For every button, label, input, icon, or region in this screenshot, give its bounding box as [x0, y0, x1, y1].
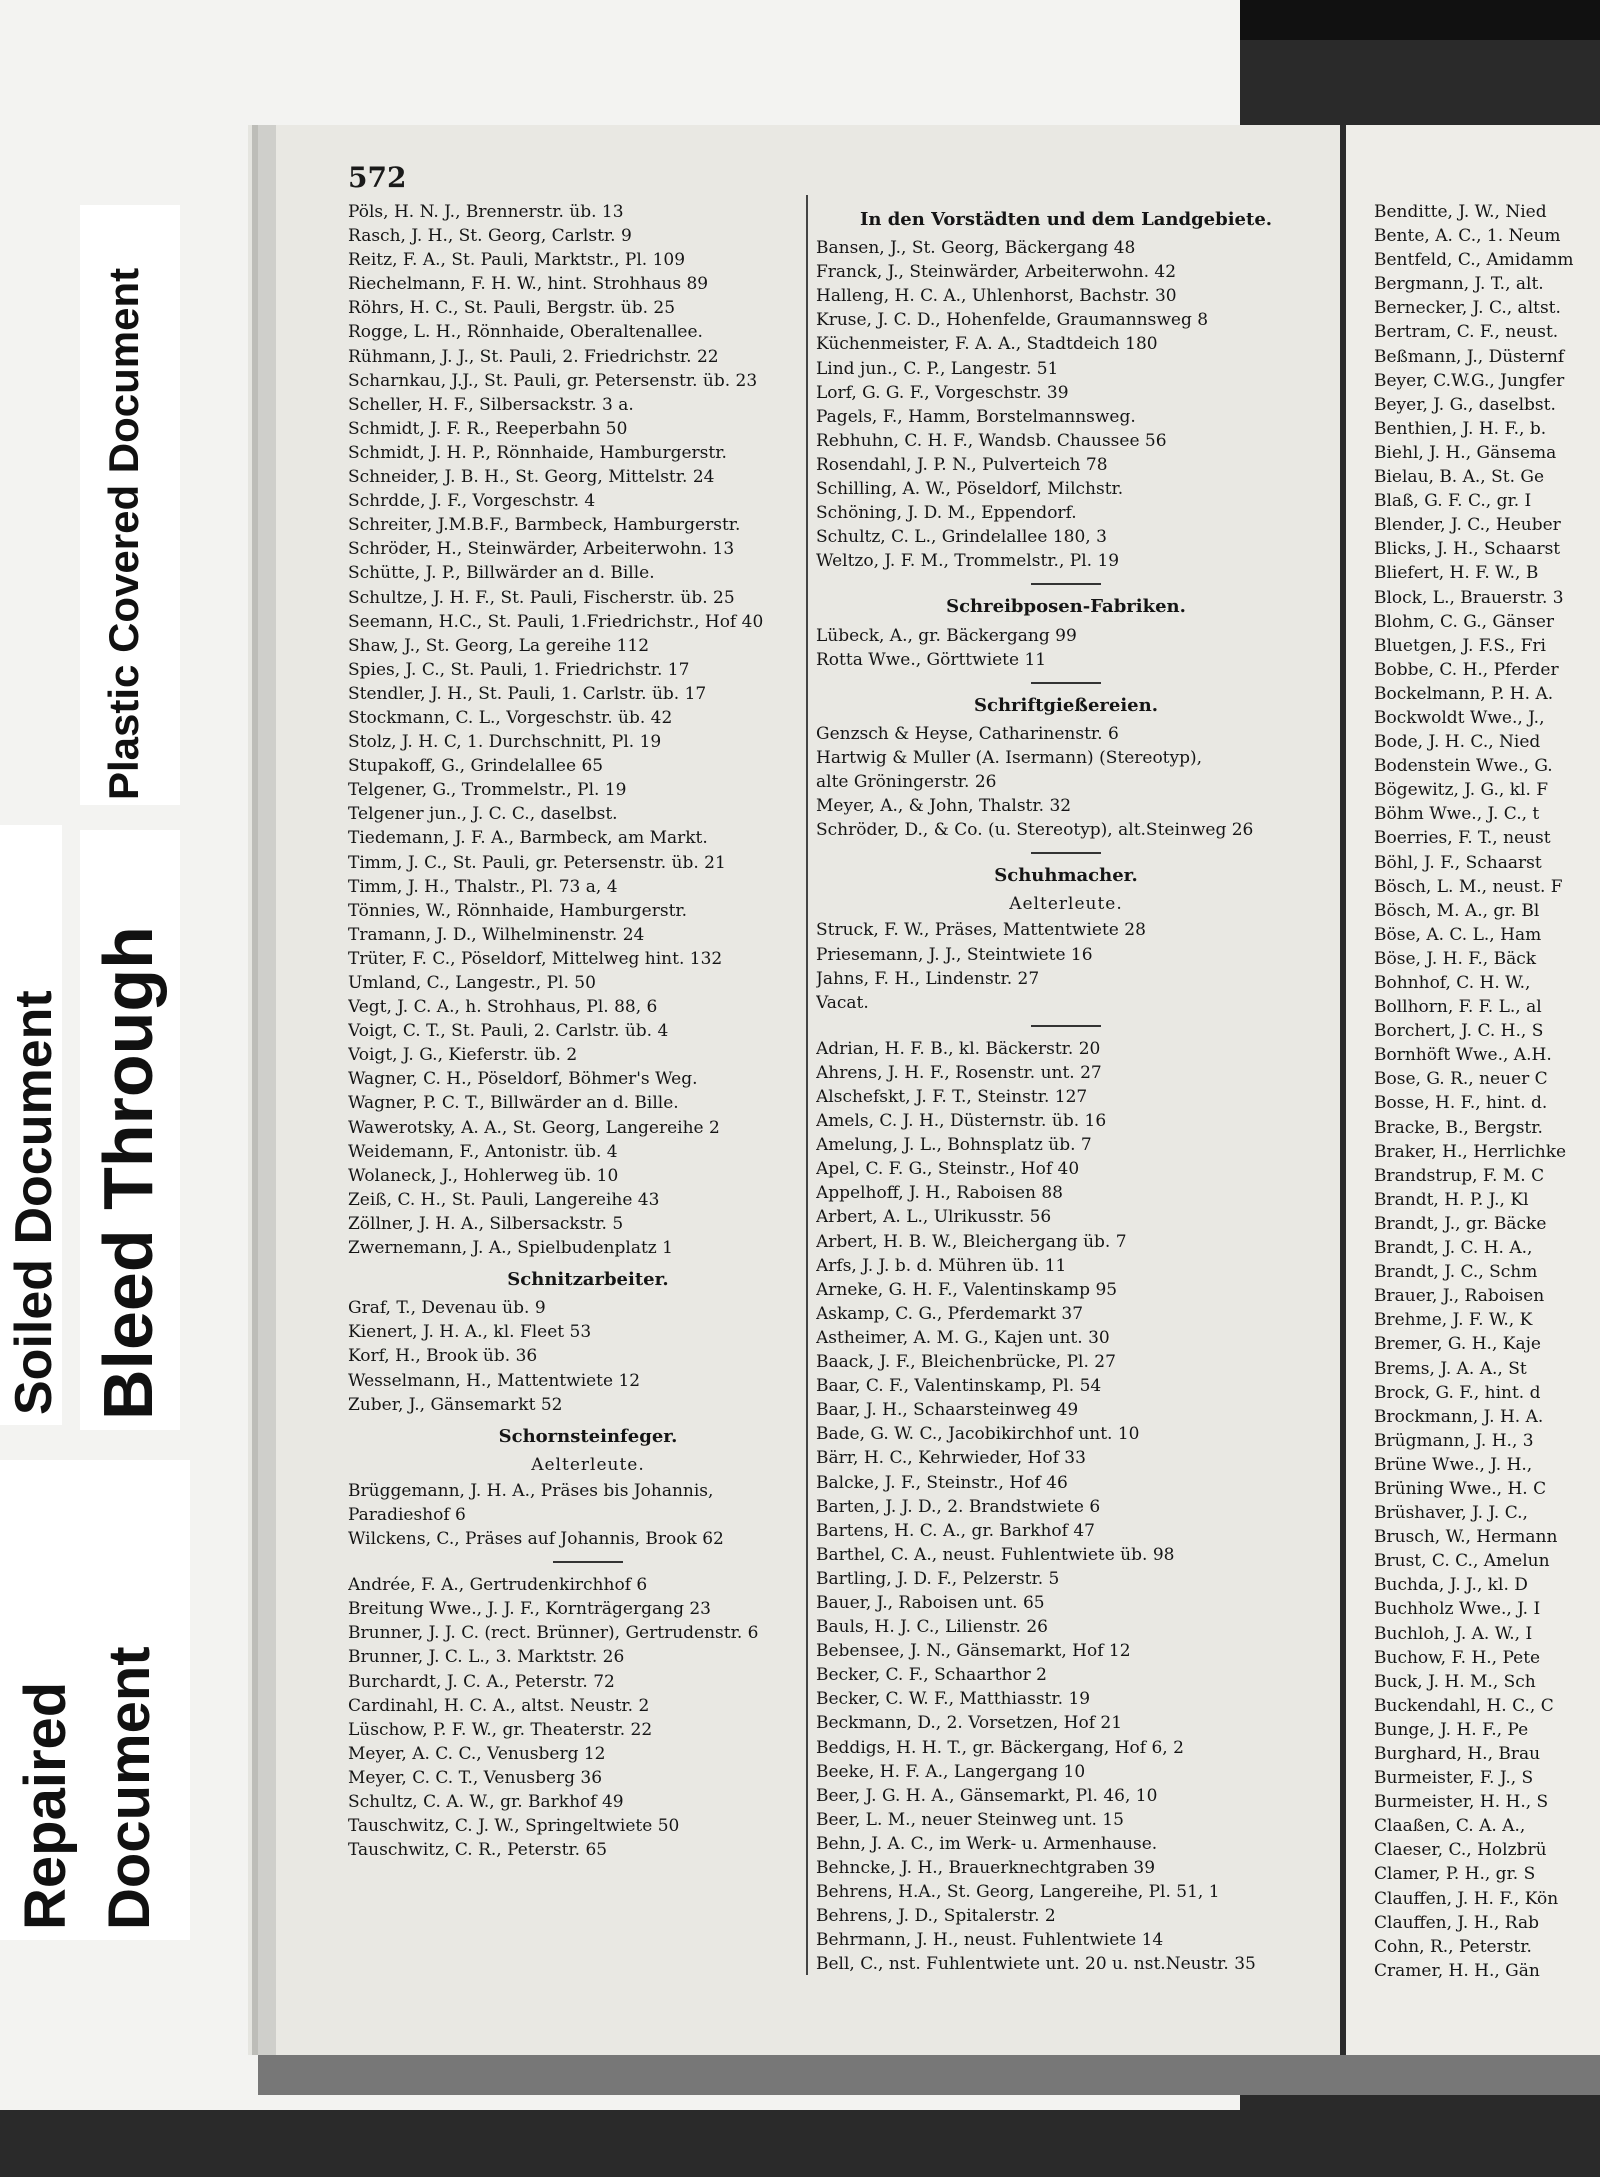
directory-entry: Brandt, H. P. J., Kl	[1374, 1189, 1529, 1210]
directory-entry: Tauschwitz, C. R., Peterstr. 65	[348, 1840, 608, 1861]
directory-entry: Zwernemann, J. A., Spielbudenplatz 1	[348, 1238, 673, 1259]
directory-entry: Schröder, D., & Co. (u. Stereotyp), alt.Steinweg 26	[816, 820, 1254, 841]
directory-entry: Burghard, H., Brau	[1374, 1744, 1541, 1764]
directory-entry: Bliefert, H. F. W., B	[1374, 563, 1539, 584]
directory-entry: Bracke, B., Bergstr.	[1374, 1117, 1543, 1138]
directory-entry: Burmeister, F. J., S	[1374, 1768, 1534, 1789]
directory-entry: Schrdde, J. F., Vorgeschstr. 4	[348, 491, 596, 512]
directory-entry: Schmidt, J. H. P., Rönnhaide, Hamburgerstr.	[348, 442, 727, 463]
directory-entry: Beeke, H. F. A., Langergang 10	[816, 1761, 1086, 1782]
directory-entry: Baack, J. F., Bleichenbrücke, Pl. 27	[816, 1352, 1116, 1373]
directory-entry: Meyer, C. C. T., Venusberg 36	[348, 1767, 603, 1788]
directory-entry: Schneider, J. B. H., St. Georg, Mittelstr. 24	[348, 467, 715, 488]
directory-page	[258, 125, 1358, 2055]
directory-entry: Weltzo, J. F. M., Trommelstr., Pl. 19	[816, 551, 1120, 572]
scan-bottom-edge	[258, 2055, 1600, 2095]
directory-entry: Bärr, H. C., Kehrwieder, Hof 33	[816, 1448, 1086, 1469]
directory-entry: Brüne Wwe., J. H.,	[1374, 1454, 1533, 1475]
directory-entry: Borchert, J. C. H., S	[1374, 1021, 1544, 1042]
label-bleed-through	[80, 830, 180, 1430]
section-rule	[1031, 583, 1101, 585]
directory-entry: Lüschow, P. F. W., gr. Theaterstr. 22	[348, 1719, 653, 1740]
directory-entry: Bohnhof, C. H. W.,	[1374, 973, 1531, 993]
directory-entry: Buchloh, J. A. W., I	[1374, 1623, 1533, 1644]
directory-entry: Schultze, J. H. F., St. Pauli, Fischerstr. üb. 25	[348, 587, 735, 608]
directory-entry: Rebhuhn, C. H. F., Wandsb. Chaussee 56	[816, 430, 1167, 451]
directory-entry: Scheller, H. F., Silbersackstr. 3 a.	[348, 394, 634, 415]
directory-entry: Amels, C. J. H., Düsternstr. üb. 16	[816, 1111, 1107, 1132]
directory-entry: Priesemann, J. J., Steintwiete 16	[816, 944, 1093, 965]
section-heading: In den Vorstädten und dem Landgebiete.	[859, 209, 1273, 230]
directory-entry: Baar, J. H., Schaarsteinweg 49	[816, 1400, 1079, 1421]
directory-entry: Böse, A. C. L., Ham	[1374, 924, 1542, 945]
directory-entry: Bauls, H. J. C., Lilienstr. 26	[816, 1617, 1048, 1638]
section-subheading: Aelterleute.	[1009, 894, 1123, 915]
label-plastic-covered	[80, 205, 180, 805]
label-soiled-document	[0, 825, 62, 1425]
directory-entry: Shaw, J., St. Georg, La gereihe 112	[348, 635, 650, 656]
directory-entry: Behn, J. A. C., im Werk- u. Armenhause.	[816, 1833, 1158, 1854]
directory-entry: Lübeck, A., gr. Bäckergang 99	[816, 625, 1077, 646]
section-subheading: Aelterleute.	[531, 1454, 645, 1475]
directory-entry: Brehme, J. F. W., K	[1374, 1310, 1533, 1331]
label-repaired-text: Repaired Document	[13, 1646, 162, 1930]
directory-entry: Bollhorn, F. F. L., al	[1374, 997, 1542, 1018]
directory-entry: Bente, A. C., 1. Neum	[1374, 226, 1561, 247]
directory-entry: Bielau, B. A., St. Ge	[1374, 467, 1545, 488]
directory-entry: Beer, L. M., neuer Steinweg unt. 15	[816, 1809, 1124, 1830]
directory-entry: Zöllner, J. H. A., Silbersackstr. 5	[348, 1213, 624, 1234]
directory-entry: Arbert, A. L., Ulrikusstr. 56	[816, 1207, 1052, 1228]
directory-entry: Telgener jun., J. C. C., daselbst.	[348, 804, 618, 825]
directory-entry: Arbert, H. B. W., Bleichergang üb. 7	[816, 1231, 1127, 1252]
directory-entry: Rotta Wwe., Görttwiete 11	[816, 649, 1047, 670]
directory-entry: Timm, J. C., St. Pauli, gr. Petersenstr. üb. 21	[348, 852, 726, 873]
directory-entry: Andrée, F. A., Gertrudenkirchhof 6	[348, 1575, 648, 1596]
directory-entry: Alschefskt, J. F. T., Steinstr. 127	[816, 1087, 1088, 1107]
directory-entry: Bauer, J., Raboisen unt. 65	[816, 1592, 1045, 1613]
directory-entry: Behrmann, J. H., neust. Fuhlentwiete 14	[816, 1930, 1164, 1951]
directory-entry: Trüter, F. C., Pöseldorf, Mittelweg hint. 132	[348, 948, 723, 969]
directory-entry: Zuber, J., Gänsemarkt 52	[348, 1394, 563, 1415]
directory-entry: Cramer, H. H., Gän	[1374, 1960, 1540, 1981]
directory-entry: Claeser, C., Holzbrü	[1374, 1840, 1547, 1861]
directory-entry: Brauer, J., Raboisen	[1374, 1286, 1545, 1307]
directory-entry: Brüggemann, J. H. A., Präses bis Johannis,	[348, 1480, 714, 1501]
directory-entry: Benditte, J. W., Nied	[1374, 202, 1547, 222]
directory-entry: Behrens, H.A., St. Georg, Langereihe, Pl. 51, 1	[816, 1882, 1220, 1903]
directory-entry: Brockmann, J. H. A.	[1374, 1406, 1544, 1427]
section-rule	[1031, 1025, 1101, 1027]
directory-entry: Stockmann, C. L., Vorgeschstr. üb. 42	[348, 707, 673, 728]
directory-entry: Böse, J. H. F., Bäck	[1374, 948, 1537, 969]
section-heading: Schriftgießereien.	[973, 694, 1158, 716]
directory-entry: Astheimer, A. M. G., Kajen unt. 30	[816, 1327, 1110, 1348]
directory-entry: Röhrs, H. C., St. Pauli, Bergstr. üb. 25	[348, 298, 676, 319]
directory-entry: Barten, J. J. D., 2. Brandstwiete 6	[816, 1496, 1101, 1517]
directory-entry: Kruse, J. C. D., Hohenfelde, Graumannsweg 8	[816, 310, 1209, 331]
directory-entry: Brems, J. A. A., St	[1374, 1358, 1527, 1379]
section-rule	[1031, 682, 1101, 684]
directory-entry: Brunner, J. C. L., 3. Marktstr. 26	[348, 1647, 625, 1668]
directory-entry: Beddigs, H. H. T., gr. Bäckergang, Hof 6, 2	[816, 1737, 1184, 1758]
directory-entry: Claaßen, C. A. A.,	[1374, 1816, 1526, 1837]
directory-entry: Pagels, F., Hamm, Borstelmannsweg.	[816, 406, 1136, 427]
directory-entry: Appelhoff, J. H., Raboisen 88	[816, 1183, 1063, 1204]
directory-entry: Bornhöft Wwe., A.H.	[1374, 1045, 1552, 1066]
label-bleed-text: Bleed Through	[89, 926, 167, 1420]
directory-entry: Beyer, C.W.G., Jungfer	[1374, 370, 1565, 391]
directory-entry: Ahrens, J. H. F., Rosenstr. unt. 27	[816, 1062, 1102, 1083]
directory-entry: Stendler, J. H., St. Pauli, 1. Carlstr. üb. 17	[348, 683, 707, 704]
directory-entry: Balcke, J. F., Steinstr., Hof 46	[816, 1472, 1068, 1493]
directory-entry: Bockwoldt Wwe., J.,	[1374, 707, 1545, 728]
directory-entry: Schöning, J. D. M., Eppendorf.	[816, 503, 1077, 524]
directory-entry: Blender, J. C., Heuber	[1374, 515, 1561, 536]
directory-entry: Blicks, J. H., Schaarst	[1374, 539, 1561, 560]
directory-entry: Tramann, J. D., Wilhelminenstr. 24	[348, 924, 645, 945]
directory-entry: Apel, C. F. G., Steinstr., Hof 40	[816, 1159, 1080, 1180]
directory-entry: Meyer, A. C. C., Venusberg 12	[348, 1743, 606, 1764]
directory-entry: Bentfeld, C., Amidamm	[1374, 250, 1574, 271]
directory-entry: Blohm, C. G., Gänser	[1374, 611, 1555, 632]
label-soiled-text: Soiled Document	[5, 990, 63, 1415]
section-rule	[1031, 852, 1101, 854]
directory-entry: Clamer, P. H., gr. S	[1374, 1864, 1536, 1885]
directory-entry: Bluetgen, J. F.S., Fri	[1374, 635, 1546, 656]
directory-entry: Weidemann, F., Antonistr. üb. 4	[348, 1141, 618, 1162]
directory-entry: Bernecker, J. C., altst.	[1374, 298, 1561, 319]
directory-entry: Buckendahl, H. C., C	[1374, 1695, 1554, 1716]
directory-entry: Telgener, G., Trommelstr., Pl. 19	[348, 780, 627, 801]
directory-entry: Wagner, P. C. T., Billwärder an d. Bille.	[348, 1093, 679, 1114]
directory-entry: Rosendahl, J. P. N., Pulverteich 78	[816, 454, 1108, 475]
next-page	[1340, 125, 1600, 2055]
directory-entry: Amelung, J. L., Bohnsplatz üb. 7	[816, 1135, 1092, 1156]
directory-entry: Becker, C. W. F., Matthiasstr. 19	[816, 1689, 1091, 1710]
directory-entry: Behncke, J. H., Brauerknechtgraben 39	[816, 1858, 1156, 1878]
directory-entry: Wolaneck, J., Hohlerweg üb. 10	[348, 1165, 619, 1186]
section-heading: Schuhmacher.	[994, 865, 1138, 887]
directory-entry: Wesselmann, H., Mattentwiete 12	[348, 1370, 641, 1391]
directory-entry: Reitz, F. A., St. Pauli, Marktstr., Pl. 109	[348, 250, 686, 271]
directory-entry: Bunge, J. H. F., Pe	[1374, 1719, 1529, 1740]
directory-entry: Brust, C. C., Amelun	[1374, 1551, 1550, 1572]
directory-entry: Buck, J. H. M., Sch	[1374, 1671, 1536, 1692]
directory-entry: Voigt, C. T., St. Pauli, 2. Carlstr. üb. 4	[348, 1021, 669, 1042]
page-number: 572	[348, 161, 407, 194]
directory-entry: Bartling, J. D. F., Pelzerstr. 5	[816, 1568, 1060, 1589]
directory-entry: Jahns, F. H., Lindenstr. 27	[816, 968, 1040, 989]
label-repaired-document	[0, 1460, 190, 1940]
directory-entry: Boerries, F. T., neust	[1374, 828, 1551, 849]
directory-entry: Timm, J. H., Thalstr., Pl. 73 a, 4	[348, 876, 618, 897]
directory-entry: Rogge, L. H., Rönnhaide, Oberaltenallee.	[348, 322, 703, 343]
directory-entry: Beer, J. G. H. A., Gänsemarkt, Pl. 46, 10	[816, 1785, 1158, 1806]
next-page-column	[1374, 200, 1600, 1983]
section-heading: Schnitzarbeiter.	[507, 1269, 669, 1291]
directory-entry: Rasch, J. H., St. Georg, Carlstr. 9	[348, 226, 632, 247]
directory-entry: Brandstrup, F. M. C	[1374, 1165, 1545, 1186]
directory-entry: Beckmann, D., 2. Vorsetzen, Hof 21	[816, 1713, 1123, 1734]
directory-entry: Burmeister, H. H., S	[1374, 1792, 1549, 1813]
section-rule	[553, 1561, 623, 1563]
directory-entry: Brandt, J. C., Schm	[1374, 1262, 1538, 1283]
directory-entry: Benthien, J. H. F., b.	[1374, 418, 1547, 439]
directory-entry: Schmidt, J. F. R., Reeperbahn 50	[348, 418, 628, 439]
directory-entry: Vegt, J. C. A., h. Strohhaus, Pl. 88, 6	[348, 997, 658, 1018]
directory-entry: Bösch, L. M., neust. F	[1374, 876, 1563, 897]
directory-entry: Adrian, H. F. B., kl. Bäckerstr. 20	[816, 1038, 1101, 1059]
directory-entry: Bodenstein Wwe., G.	[1374, 756, 1553, 777]
directory-entry: Buchda, J. J., kl. D	[1374, 1575, 1528, 1596]
directory-entry: Bösch, M. A., gr. Bl	[1374, 900, 1540, 921]
directory-entry: Baar, C. F., Valentinskamp, Pl. 54	[816, 1376, 1102, 1397]
directory-entry: Meyer, A., & John, Thalstr. 32	[816, 796, 1072, 817]
directory-entry: Block, L., Brauerstr. 3	[1374, 587, 1564, 608]
directory-entry: Behrens, J. D., Spitalerstr. 2	[816, 1906, 1056, 1927]
directory-entry: Blaß, G. F. C., gr. I	[1374, 491, 1532, 512]
directory-entry: Askamp, C. G., Pferdemarkt 37	[816, 1303, 1084, 1324]
directory-entry: Brandt, J. C. H. A.,	[1374, 1238, 1533, 1259]
directory-entry: Wagner, C. H., Pöseldorf, Böhmer's Weg.	[348, 1069, 698, 1090]
directory-entry: Wilckens, C., Präses auf Johannis, Brook 62	[348, 1529, 724, 1550]
directory-entry: Buchow, F. H., Pete	[1374, 1647, 1541, 1668]
directory-entry: Bansen, J., St. Georg, Bäckergang 48	[816, 238, 1136, 259]
right-column	[816, 200, 1316, 1976]
directory-entry: Bobbe, C. H., Pferder	[1374, 659, 1559, 680]
directory-entry: Böhl, J. F., Schaarst	[1374, 852, 1542, 873]
directory-entry: Tiedemann, J. F. A., Barmbeck, am Markt.	[348, 828, 708, 849]
directory-entry: Bebensee, J. N., Gänsemarkt, Hof 12	[816, 1641, 1131, 1662]
directory-entry: Rühmann, J. J., St. Pauli, 2. Friedrichstr. 22	[348, 346, 719, 367]
directory-entry: Graf, T., Devenau üb. 9	[348, 1298, 546, 1319]
directory-entry: Bremer, G. H., Kaje	[1374, 1334, 1541, 1355]
directory-entry: Brüning Wwe., H. C	[1374, 1478, 1547, 1499]
directory-entry: Becker, C. F., Schaarthor 2	[816, 1665, 1047, 1686]
directory-entry: Stolz, J. H. C, 1. Durchschnitt, Pl. 19	[348, 732, 662, 753]
directory-entry: Lind jun., C. P., Langestr. 51	[816, 358, 1059, 379]
directory-entry: Arneke, G. H. F., Valentinskamp 95	[816, 1279, 1118, 1300]
directory-entry: Brusch, W., Hermann	[1374, 1527, 1558, 1548]
directory-entry: Biehl, J. H., Gänsema	[1374, 442, 1557, 463]
directory-entry: Genzsch & Heyse, Catharinenstr. 6	[816, 723, 1119, 744]
directory-entry: Struck, F. W., Präses, Mattentwiete 28	[816, 920, 1146, 941]
directory-entry: Barthel, C. A., neust. Fuhlentwiete üb. 98	[816, 1544, 1175, 1565]
directory-entry: Scharnkau, J.J., St. Pauli, gr. Petersenstr. üb. 23	[348, 370, 758, 391]
directory-entry: Stupakoff, G., Grindelallee 65	[348, 756, 604, 777]
directory-entry: Clauffen, J. H. F., Kön	[1374, 1888, 1559, 1909]
directory-entry: Brunner, J. J. C. (rect. Brünner), Gertrudenstr. 6	[348, 1623, 759, 1644]
scan-dark-edge	[1240, 0, 1600, 40]
directory-entry: Cardinahl, H. C. A., altst. Neustr. 2	[348, 1695, 650, 1716]
directory-entry: Bosse, H. F., hint. d.	[1374, 1093, 1548, 1114]
column-divider	[806, 195, 808, 1975]
directory-entry: Franck, J., Steinwärder, Arbeiterwohn. 42	[816, 262, 1177, 283]
directory-entry: Spies, J. C., St. Pauli, 1. Friedrichstr. 17	[348, 659, 690, 680]
section-heading: Schreibposen-Fabriken.	[946, 596, 1186, 618]
directory-entry: Schultz, C. L., Grindelallee 180, 3	[816, 527, 1107, 548]
directory-entry: Brügmann, J. H., 3	[1374, 1430, 1534, 1451]
directory-entry: Schreiter, J.M.B.F., Barmbeck, Hamburgerstr.	[348, 515, 741, 536]
directory-entry: Riechelmann, F. H. W., hint. Strohhaus 89	[348, 274, 709, 295]
directory-entry: Bergmann, J. T., alt.	[1374, 274, 1544, 295]
directory-entry: Voigt, J. G., Kieferstr. üb. 2	[348, 1045, 578, 1066]
directory-entry: Bartens, H. C. A., gr. Barkhof 47	[816, 1520, 1095, 1541]
directory-entry: Tauschwitz, C. J. W., Springeltwiete 50	[348, 1816, 680, 1837]
directory-entry: Brüshaver, J. J. C.,	[1374, 1503, 1528, 1524]
directory-entry: Brock, G. F., hint. d	[1374, 1382, 1541, 1403]
directory-entry: Bode, J. H. C., Nied	[1374, 732, 1541, 753]
directory-entry: Cohn, R., Peterstr.	[1374, 1936, 1532, 1957]
directory-entry: Bögewitz, J. G., kl. F	[1374, 780, 1549, 801]
directory-entry: Zeiß, C. H., St. Pauli, Langereihe 43	[348, 1189, 660, 1210]
directory-entry: Bell, C., nst. Fuhlentwiete unt. 20 u. nst.Neustr. 35	[816, 1954, 1256, 1975]
directory-entry: Bose, G. R., neuer C	[1374, 1069, 1548, 1090]
directory-entry: Hartwig & Muller (A. Isermann) (Stereotyp),	[816, 747, 1203, 768]
directory-entry: Braker, H., Herrlichke	[1374, 1141, 1567, 1162]
directory-entry: Wawerotsky, A. A., St. Georg, Langereihe 2	[348, 1117, 720, 1138]
directory-entry: Pöls, H. N. J., Brennerstr. üb. 13	[348, 202, 624, 222]
directory-entry: Paradieshof 6	[348, 1504, 466, 1525]
directory-entry: Seemann, H.C., St. Pauli, 1.Friedrichstr., Hof 40	[348, 611, 764, 632]
directory-entry: Schröder, H., Steinwärder, Arbeiterwohn. 13	[348, 539, 735, 560]
label-plastic-text: Plastic Covered Document	[100, 267, 147, 800]
directory-entry: Bade, G. W. C., Jacobikirchhof unt. 10	[816, 1424, 1140, 1445]
directory-entry: alte Gröningerstr. 26	[816, 771, 997, 792]
directory-entry: Schilling, A. W., Pöseldorf, Milchstr.	[816, 479, 1124, 500]
directory-entry: Beßmann, J., Düsternf	[1374, 346, 1565, 367]
directory-entry: Buchholz Wwe., J. I	[1374, 1599, 1541, 1620]
left-column	[348, 200, 828, 1862]
directory-entry: Brandt, J., gr. Bäcke	[1374, 1213, 1547, 1234]
directory-entry: Clauffen, J. H., Rab	[1374, 1912, 1539, 1933]
directory-entry: Tönnies, W., Rönnhaide, Hamburgerstr.	[348, 900, 688, 921]
directory-entry: Schütte, J. P., Billwärder an d. Bille.	[348, 563, 655, 584]
directory-entry: Kienert, J. H. A., kl. Fleet 53	[348, 1322, 592, 1343]
directory-entry: Bockelmann, P. H. A.	[1374, 683, 1554, 704]
directory-entry: Küchenmeister, F. A. A., Stadtdeich 180	[816, 334, 1158, 355]
directory-entry: Burchardt, J. C. A., Peterstr. 72	[348, 1671, 615, 1692]
directory-entry: Schultz, C. A. W., gr. Barkhof 49	[348, 1792, 624, 1812]
directory-entry: Breitung Wwe., J. J. F., Kornträgergang 23	[348, 1599, 711, 1620]
section-heading: Schornsteinfeger.	[498, 1425, 678, 1447]
directory-entry: Halleng, H. C. A., Uhlenhorst, Bachstr. 30	[816, 286, 1177, 307]
directory-entry: Arfs, J. J. b. d. Mühren üb. 11	[816, 1255, 1067, 1276]
directory-entry: Vacat.	[816, 992, 869, 1013]
directory-entry: Umland, C., Langestr., Pl. 50	[348, 973, 596, 993]
directory-entry: Lorf, G. G. F., Vorgeschstr. 39	[816, 382, 1069, 403]
directory-entry: Beyer, J. G., daselbst.	[1374, 394, 1556, 415]
directory-entry: Korf, H., Brook üb. 36	[348, 1346, 538, 1367]
directory-entry: Böhm Wwe., J. C., t	[1374, 804, 1540, 825]
directory-entry: Bertram, C. F., neust.	[1374, 322, 1559, 343]
